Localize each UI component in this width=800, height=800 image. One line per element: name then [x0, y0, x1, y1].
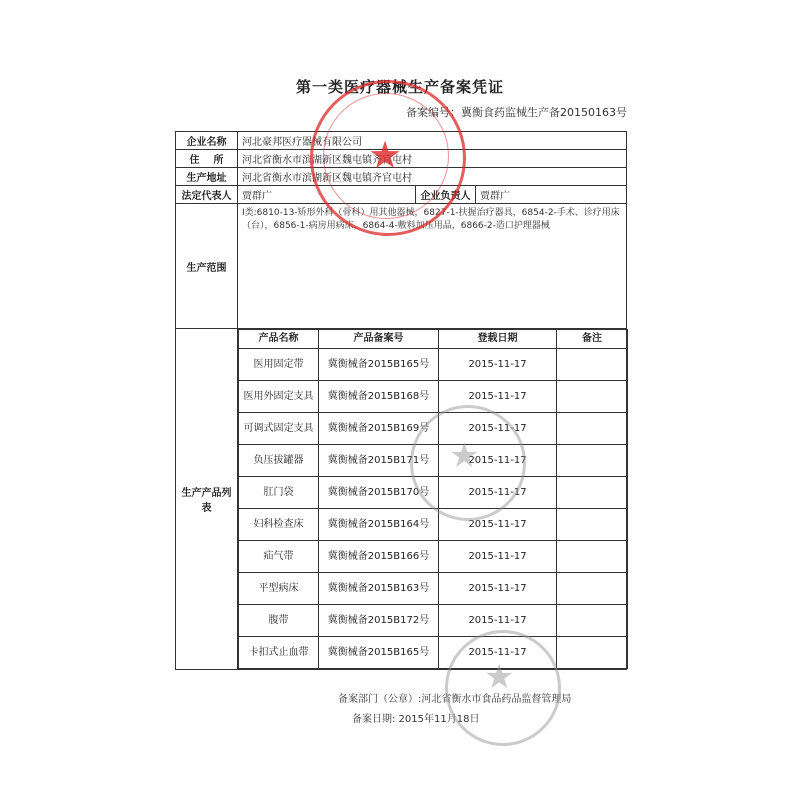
product-date: 2015-11-17 — [439, 445, 557, 477]
table-row — [239, 477, 628, 509]
product-note — [557, 445, 628, 477]
address-label: 住 所 — [176, 150, 238, 168]
product-number: 冀衡械备2015B163号 — [319, 573, 439, 605]
product-date: 2015-11-17 — [439, 637, 557, 669]
table-row — [239, 381, 628, 413]
product-date: 2015-11-17 — [439, 349, 557, 381]
product-name: 妇科检查床 — [239, 509, 319, 541]
product-name: 疝气带 — [239, 541, 319, 573]
product-number: 冀衡械备2015B165号 — [319, 637, 439, 669]
filing-date: 备案日期: 2015年11月18日 — [352, 714, 480, 725]
product-list-label: 生产产品列表 — [176, 329, 238, 670]
star-icon: ★ — [368, 133, 403, 177]
table-row — [239, 413, 628, 445]
production-address-value: 河北省衡水市滨湖新区魏屯镇齐官屯村 — [238, 168, 627, 186]
product-date: 2015-11-17 — [439, 381, 557, 413]
product-note — [557, 637, 628, 669]
product-date: 2015-11-17 — [439, 605, 557, 637]
product-note — [557, 381, 628, 413]
product-date: 2015-11-17 — [439, 541, 557, 573]
production-address-label: 生产地址 — [176, 168, 238, 186]
header-registration-date: 登载日期 — [439, 330, 557, 349]
product-number: 冀衡械备2015B171号 — [319, 445, 439, 477]
product-number: 冀衡械备2015B166号 — [319, 541, 439, 573]
table-row — [239, 509, 628, 541]
product-name: 负压拔罐器 — [239, 445, 319, 477]
table-row — [239, 605, 628, 637]
product-number: 冀衡械备2015B165号 — [319, 349, 439, 381]
product-name: 卡扣式止血带 — [239, 637, 319, 669]
product-number: 冀衡械备2015B164号 — [319, 509, 439, 541]
table-row — [239, 445, 628, 477]
company-name-value: 河北豪邦医疗器械有限公司 — [238, 132, 627, 150]
document-title: 第一类医疗器械生产备案凭证 — [295, 78, 504, 96]
product-note — [557, 413, 628, 445]
product-name: 可调式固定支具 — [239, 413, 319, 445]
product-date: 2015-11-17 — [439, 477, 557, 509]
product-number: 冀衡械备2015B169号 — [319, 413, 439, 445]
product-name: 医用外固定支具 — [239, 381, 319, 413]
table-row — [239, 541, 628, 573]
table-row — [239, 637, 628, 669]
production-scope-value: Ⅰ类:6810-13-矫形外科（骨科）用其他器械，6827-1-扶握治疗器具，6854-2-手术、诊疗用床（台），6856-1-病房用病床，6864-4-敷料加压用品，6866-2-造口护理器械 — [238, 204, 627, 329]
product-note — [557, 573, 628, 605]
address-value: 河北省衡水市滨湖新区魏屯镇齐官屯村 — [238, 150, 627, 168]
table-row — [239, 573, 628, 605]
table-row — [239, 349, 628, 381]
product-date: 2015-11-17 — [439, 509, 557, 541]
product-number: 冀衡械备2015B170号 — [319, 477, 439, 509]
product-name: 肛门袋 — [239, 477, 319, 509]
product-name: 腹带 — [239, 605, 319, 637]
product-date: 2015-11-17 — [439, 413, 557, 445]
production-scope-label: 生产范围 — [176, 204, 238, 329]
product-note — [557, 605, 628, 637]
responsible-person-label: 企业负责人 — [416, 186, 476, 204]
filing-authority: 备案部门（公章）:河北省衡水市食品药品监督管理局 — [338, 694, 572, 705]
product-list-cell — [238, 329, 627, 670]
company-name-label: 企业名称 — [176, 132, 238, 150]
product-name: 医用固定带 — [239, 349, 319, 381]
product-date: 2015-11-17 — [439, 573, 557, 605]
legal-representative-label: 法定代表人 — [176, 186, 238, 204]
legal-representative-value: 贾群广 — [238, 186, 416, 204]
product-note — [557, 349, 628, 381]
header-product-name: 产品名称 — [239, 330, 319, 349]
star-icon: ★ — [449, 436, 480, 476]
filing-number: 备案编号：冀衡食药监械生产备20150163号 — [406, 106, 627, 119]
star-icon: ★ — [484, 657, 515, 697]
product-number: 冀衡械备2015B168号 — [319, 381, 439, 413]
product-note — [557, 509, 628, 541]
product-table — [238, 329, 628, 669]
responsible-person-value: 贾群广 — [476, 186, 627, 204]
product-note — [557, 477, 628, 509]
product-name: 平型病床 — [239, 573, 319, 605]
header-product-number: 产品备案号 — [319, 330, 439, 349]
product-note — [557, 541, 628, 573]
product-number: 冀衡械备2015B172号 — [319, 605, 439, 637]
certificate-table — [175, 131, 627, 670]
header-remarks: 备注 — [557, 330, 628, 349]
